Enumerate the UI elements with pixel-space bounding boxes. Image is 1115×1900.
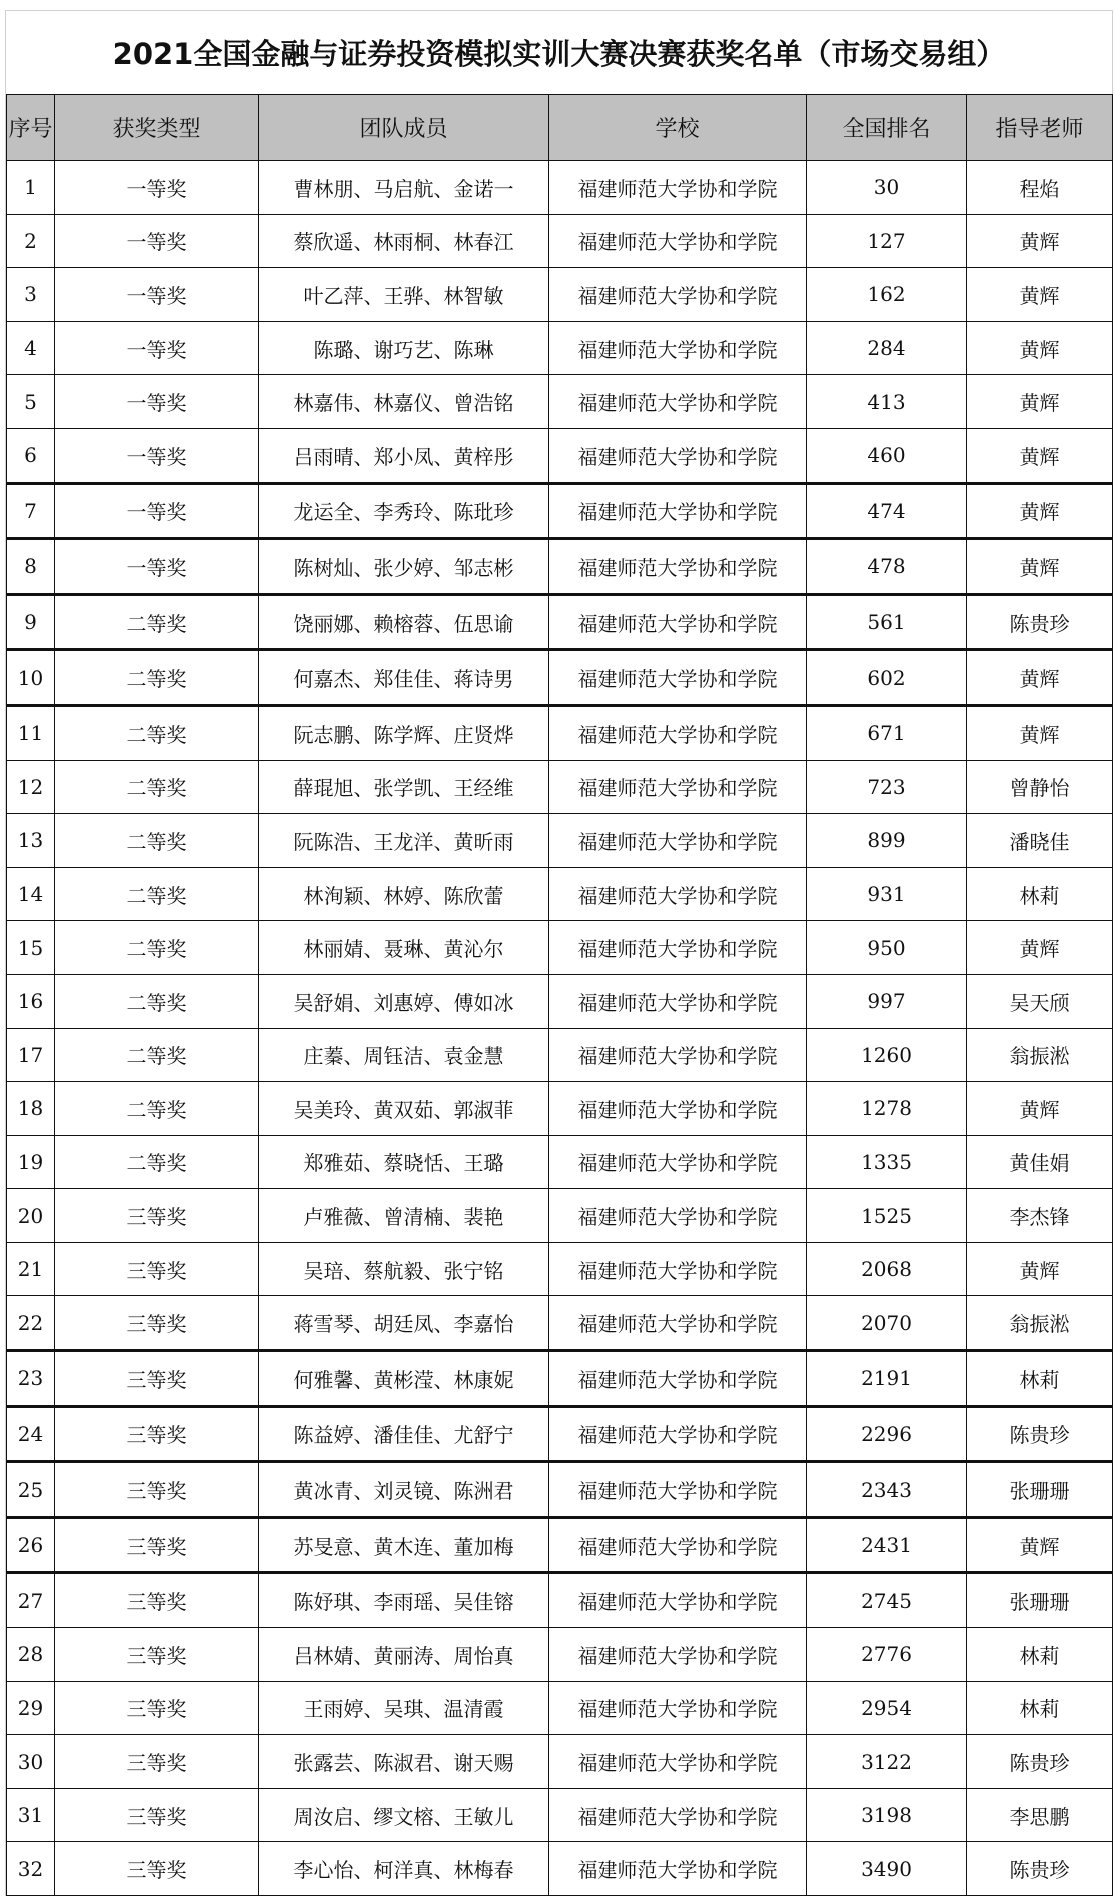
table-row (7, 1028, 1113, 1082)
cell-school: 福建师范大学协和学院 (549, 974, 807, 1028)
table-row (7, 1681, 1113, 1735)
table-row (7, 161, 1113, 215)
cell-national-rank: 460 (807, 428, 967, 483)
table-row (7, 483, 1113, 539)
cell-team-members: 吕雨晴、郑小凤、黄梓彤 (259, 428, 549, 483)
cell-team-members: 周汝启、缪文榕、王敏儿 (259, 1788, 549, 1842)
cell-index: 10 (7, 650, 55, 706)
cell-award-type: 二等奖 (55, 1082, 259, 1136)
table-row (7, 1842, 1113, 1896)
table-row (7, 321, 1113, 375)
cell-advisor: 翁振淞 (967, 1296, 1113, 1351)
table-row (7, 539, 1113, 595)
cell-award-type: 一等奖 (55, 214, 259, 268)
cell-team-members: 薛琨旭、张学凯、王经维 (259, 760, 549, 814)
cell-school: 福建师范大学协和学院 (549, 161, 807, 215)
cell-school: 福建师范大学协和学院 (549, 483, 807, 539)
cell-team-members: 陈益婷、潘佳佳、尤舒宁 (259, 1406, 549, 1462)
table-row (7, 921, 1113, 975)
cell-index: 25 (7, 1462, 55, 1518)
cell-award-type: 三等奖 (55, 1406, 259, 1462)
cell-award-type: 二等奖 (55, 650, 259, 706)
cell-national-rank: 997 (807, 974, 967, 1028)
cell-index: 4 (7, 321, 55, 375)
cell-team-members: 陈璐、谢巧艺、陈琳 (259, 321, 549, 375)
table-row (7, 1735, 1113, 1789)
cell-index: 22 (7, 1296, 55, 1351)
cell-award-type: 二等奖 (55, 705, 259, 760)
table-row (7, 705, 1113, 760)
cell-team-members: 蒋雪琴、胡廷凤、李嘉怡 (259, 1296, 549, 1351)
cell-team-members: 林嘉伟、林嘉仪、曾浩铭 (259, 375, 549, 429)
cell-school: 福建师范大学协和学院 (549, 1296, 807, 1351)
cell-national-rank: 478 (807, 539, 967, 595)
cell-advisor: 林莉 (967, 1628, 1113, 1682)
cell-national-rank: 2776 (807, 1628, 967, 1682)
cell-advisor: 李杰锋 (967, 1189, 1113, 1243)
cell-team-members: 卢雅薇、曾清楠、裴艳 (259, 1189, 549, 1243)
cell-school: 福建师范大学协和学院 (549, 1406, 807, 1462)
cell-award-type: 二等奖 (55, 814, 259, 868)
table-row (7, 268, 1113, 322)
cell-index: 12 (7, 760, 55, 814)
cell-team-members: 林丽婧、聂琳、黄沁尔 (259, 921, 549, 975)
cell-index: 13 (7, 814, 55, 868)
cell-national-rank: 2068 (807, 1242, 967, 1296)
cell-school: 福建师范大学协和学院 (549, 921, 807, 975)
cell-national-rank: 2070 (807, 1296, 967, 1351)
cell-advisor: 陈贵珍 (967, 1735, 1113, 1789)
cell-advisor: 林莉 (967, 867, 1113, 921)
cell-national-rank: 2431 (807, 1517, 967, 1573)
cell-advisor: 潘晓佳 (967, 814, 1113, 868)
cell-advisor: 陈贵珍 (967, 1406, 1113, 1462)
cell-national-rank: 950 (807, 921, 967, 975)
cell-team-members: 陈树灿、张少婷、邹志彬 (259, 539, 549, 595)
cell-school: 福建师范大学协和学院 (549, 1189, 807, 1243)
cell-national-rank: 2954 (807, 1681, 967, 1735)
table-row (7, 814, 1113, 868)
table-row (7, 1082, 1113, 1136)
header-index: 序号 (7, 95, 55, 161)
cell-index: 11 (7, 705, 55, 760)
cell-school: 福建师范大学协和学院 (549, 1628, 807, 1682)
cell-advisor: 黄辉 (967, 539, 1113, 595)
cell-national-rank: 602 (807, 650, 967, 706)
cell-advisor: 李思鹏 (967, 1788, 1113, 1842)
cell-school: 福建师范大学协和学院 (549, 428, 807, 483)
cell-advisor: 张珊珊 (967, 1573, 1113, 1628)
cell-school: 福建师范大学协和学院 (549, 268, 807, 322)
cell-team-members: 阮陈浩、王龙洋、黄昕雨 (259, 814, 549, 868)
cell-index: 21 (7, 1242, 55, 1296)
cell-team-members: 何雅馨、黄彬滢、林康妮 (259, 1351, 549, 1407)
cell-school: 福建师范大学协和学院 (549, 760, 807, 814)
cell-school: 福建师范大学协和学院 (549, 1573, 807, 1628)
table-row (7, 1189, 1113, 1243)
cell-advisor: 黄辉 (967, 428, 1113, 483)
header-team-members: 团队成员 (259, 95, 549, 161)
cell-advisor: 黄辉 (967, 321, 1113, 375)
cell-school: 福建师范大学协和学院 (549, 1735, 807, 1789)
cell-index: 17 (7, 1028, 55, 1082)
cell-index: 15 (7, 921, 55, 975)
cell-index: 2 (7, 214, 55, 268)
cell-advisor: 曾静怡 (967, 760, 1113, 814)
cell-national-rank: 1260 (807, 1028, 967, 1082)
cell-index: 18 (7, 1082, 55, 1136)
cell-award-type: 一等奖 (55, 161, 259, 215)
cell-award-type: 二等奖 (55, 1028, 259, 1082)
cell-national-rank: 127 (807, 214, 967, 268)
cell-advisor: 黄辉 (967, 650, 1113, 706)
cell-award-type: 三等奖 (55, 1242, 259, 1296)
cell-advisor: 林莉 (967, 1351, 1113, 1407)
cell-index: 9 (7, 594, 55, 650)
cell-award-type: 三等奖 (55, 1189, 259, 1243)
cell-team-members: 叶乙萍、王骅、林智敏 (259, 268, 549, 322)
header-school: 学校 (549, 95, 807, 161)
cell-school: 福建师范大学协和学院 (549, 1788, 807, 1842)
cell-index: 26 (7, 1517, 55, 1573)
page-title: 2021全国金融与证券投资模拟实训大赛决赛获奖名单（市场交易组） (112, 37, 1006, 71)
table-row (7, 1351, 1113, 1407)
cell-team-members: 郑雅茹、蔡晓恬、王璐 (259, 1135, 549, 1189)
cell-national-rank: 3122 (807, 1735, 967, 1789)
cell-team-members: 曹林朋、马启航、金诺一 (259, 161, 549, 215)
cell-advisor: 吴天颀 (967, 974, 1113, 1028)
cell-team-members: 苏旻意、黄木连、董加梅 (259, 1517, 549, 1573)
table-row (7, 867, 1113, 921)
cell-advisor: 黄辉 (967, 214, 1113, 268)
cell-team-members: 吕林婧、黄丽涛、周怡真 (259, 1628, 549, 1682)
cell-team-members: 龙运全、李秀玲、陈玭珍 (259, 483, 549, 539)
table-row (7, 1788, 1113, 1842)
cell-index: 30 (7, 1735, 55, 1789)
cell-school: 福建师范大学协和学院 (549, 1082, 807, 1136)
award-sheet (5, 10, 1113, 1896)
cell-award-type: 二等奖 (55, 594, 259, 650)
table-row (7, 974, 1113, 1028)
cell-national-rank: 30 (807, 161, 967, 215)
cell-index: 28 (7, 1628, 55, 1682)
cell-national-rank: 931 (807, 867, 967, 921)
cell-award-type: 三等奖 (55, 1735, 259, 1789)
cell-advisor: 黄辉 (967, 268, 1113, 322)
cell-school: 福建师范大学协和学院 (549, 1681, 807, 1735)
cell-team-members: 王雨婷、吴琪、温清霞 (259, 1681, 549, 1735)
cell-award-type: 三等奖 (55, 1628, 259, 1682)
cell-school: 福建师范大学协和学院 (549, 1351, 807, 1407)
cell-award-type: 二等奖 (55, 921, 259, 975)
table-row (7, 1135, 1113, 1189)
cell-school: 福建师范大学协和学院 (549, 214, 807, 268)
cell-school: 福建师范大学协和学院 (549, 1842, 807, 1896)
table-row (7, 375, 1113, 429)
cell-national-rank: 723 (807, 760, 967, 814)
cell-index: 19 (7, 1135, 55, 1189)
cell-national-rank: 671 (807, 705, 967, 760)
table-row (7, 428, 1113, 483)
cell-team-members: 黄冰青、刘灵镜、陈洲君 (259, 1462, 549, 1518)
cell-index: 5 (7, 375, 55, 429)
cell-award-type: 三等奖 (55, 1788, 259, 1842)
cell-team-members: 吴舒娟、刘惠婷、傅如冰 (259, 974, 549, 1028)
award-table (6, 94, 1113, 1896)
cell-team-members: 张露芸、陈淑君、谢天赐 (259, 1735, 549, 1789)
cell-advisor: 黄辉 (967, 375, 1113, 429)
cell-advisor: 陈贵珍 (967, 1842, 1113, 1896)
header-national-rank: 全国排名 (807, 95, 967, 161)
table-row (7, 594, 1113, 650)
cell-school: 福建师范大学协和学院 (549, 867, 807, 921)
cell-advisor: 翁振淞 (967, 1028, 1113, 1082)
cell-school: 福建师范大学协和学院 (549, 814, 807, 868)
cell-team-members: 陈妤琪、李雨瑶、吴佳镕 (259, 1573, 549, 1628)
cell-national-rank: 284 (807, 321, 967, 375)
cell-national-rank: 1335 (807, 1135, 967, 1189)
cell-national-rank: 413 (807, 375, 967, 429)
cell-award-type: 二等奖 (55, 1135, 259, 1189)
table-row (7, 1573, 1113, 1628)
header-award-type: 获奖类型 (55, 95, 259, 161)
cell-national-rank: 2343 (807, 1462, 967, 1518)
cell-advisor: 程焰 (967, 161, 1113, 215)
cell-national-rank: 3198 (807, 1788, 967, 1842)
table-row (7, 1406, 1113, 1462)
cell-advisor: 黄辉 (967, 1517, 1113, 1573)
cell-index: 8 (7, 539, 55, 595)
cell-national-rank: 561 (807, 594, 967, 650)
cell-advisor: 黄辉 (967, 483, 1113, 539)
table-row (7, 1628, 1113, 1682)
cell-national-rank: 2745 (807, 1573, 967, 1628)
cell-index: 27 (7, 1573, 55, 1628)
cell-advisor: 黄辉 (967, 921, 1113, 975)
cell-index: 20 (7, 1189, 55, 1243)
cell-advisor: 林莉 (967, 1681, 1113, 1735)
cell-advisor: 陈贵珍 (967, 594, 1113, 650)
cell-national-rank: 474 (807, 483, 967, 539)
table-row (7, 1242, 1113, 1296)
cell-award-type: 一等奖 (55, 375, 259, 429)
cell-award-type: 三等奖 (55, 1842, 259, 1896)
table-row (7, 214, 1113, 268)
cell-school: 福建师范大学协和学院 (549, 1135, 807, 1189)
cell-school: 福建师范大学协和学院 (549, 539, 807, 595)
cell-team-members: 蔡欣遥、林雨桐、林春江 (259, 214, 549, 268)
cell-school: 福建师范大学协和学院 (549, 1517, 807, 1573)
cell-school: 福建师范大学协和学院 (549, 375, 807, 429)
cell-award-type: 一等奖 (55, 321, 259, 375)
cell-national-rank: 1525 (807, 1189, 967, 1243)
cell-index: 7 (7, 483, 55, 539)
cell-index: 32 (7, 1842, 55, 1896)
cell-school: 福建师范大学协和学院 (549, 1028, 807, 1082)
cell-team-members: 阮志鹏、陈学辉、庄贤烨 (259, 705, 549, 760)
cell-school: 福建师范大学协和学院 (549, 321, 807, 375)
table-row (7, 1462, 1113, 1518)
cell-index: 16 (7, 974, 55, 1028)
cell-team-members: 吴琣、蔡航毅、张宁铭 (259, 1242, 549, 1296)
cell-index: 3 (7, 268, 55, 322)
cell-advisor: 黄辉 (967, 705, 1113, 760)
cell-award-type: 一等奖 (55, 268, 259, 322)
cell-award-type: 三等奖 (55, 1351, 259, 1407)
cell-index: 6 (7, 428, 55, 483)
cell-school: 福建师范大学协和学院 (549, 1462, 807, 1518)
cell-award-type: 一等奖 (55, 483, 259, 539)
cell-award-type: 一等奖 (55, 539, 259, 595)
table-row (7, 1296, 1113, 1351)
cell-award-type: 三等奖 (55, 1517, 259, 1573)
cell-advisor: 黄辉 (967, 1082, 1113, 1136)
cell-index: 14 (7, 867, 55, 921)
table-row (7, 760, 1113, 814)
cell-award-type: 二等奖 (55, 867, 259, 921)
cell-national-rank: 2191 (807, 1351, 967, 1407)
cell-national-rank: 2296 (807, 1406, 967, 1462)
table-row (7, 1517, 1113, 1573)
table-header-row (7, 95, 1113, 161)
cell-team-members: 林洵颖、林婷、陈欣蕾 (259, 867, 549, 921)
header-advisor: 指导老师 (967, 95, 1113, 161)
cell-team-members: 庄蓁、周钰洁、袁金慧 (259, 1028, 549, 1082)
cell-index: 24 (7, 1406, 55, 1462)
cell-national-rank: 3490 (807, 1842, 967, 1896)
cell-national-rank: 162 (807, 268, 967, 322)
cell-national-rank: 1278 (807, 1082, 967, 1136)
cell-national-rank: 899 (807, 814, 967, 868)
cell-index: 29 (7, 1681, 55, 1735)
cell-index: 31 (7, 1788, 55, 1842)
cell-school: 福建师范大学协和学院 (549, 705, 807, 760)
cell-team-members: 李心怡、柯洋真、林梅春 (259, 1842, 549, 1896)
cell-team-members: 吴美玲、黄双茹、郭淑菲 (259, 1082, 549, 1136)
cell-index: 23 (7, 1351, 55, 1407)
cell-index: 1 (7, 161, 55, 215)
cell-school: 福建师范大学协和学院 (549, 594, 807, 650)
cell-award-type: 一等奖 (55, 428, 259, 483)
cell-award-type: 三等奖 (55, 1681, 259, 1735)
cell-award-type: 三等奖 (55, 1296, 259, 1351)
cell-advisor: 黄辉 (967, 1242, 1113, 1296)
cell-school: 福建师范大学协和学院 (549, 1242, 807, 1296)
cell-school: 福建师范大学协和学院 (549, 650, 807, 706)
cell-award-type: 三等奖 (55, 1573, 259, 1628)
cell-team-members: 饶丽娜、赖榕蓉、伍思谕 (259, 594, 549, 650)
cell-award-type: 二等奖 (55, 760, 259, 814)
cell-award-type: 三等奖 (55, 1462, 259, 1518)
cell-advisor: 黄佳娟 (967, 1135, 1113, 1189)
table-row (7, 650, 1113, 706)
cell-award-type: 二等奖 (55, 974, 259, 1028)
cell-team-members: 何嘉杰、郑佳佳、蒋诗男 (259, 650, 549, 706)
cell-advisor: 张珊珊 (967, 1462, 1113, 1518)
